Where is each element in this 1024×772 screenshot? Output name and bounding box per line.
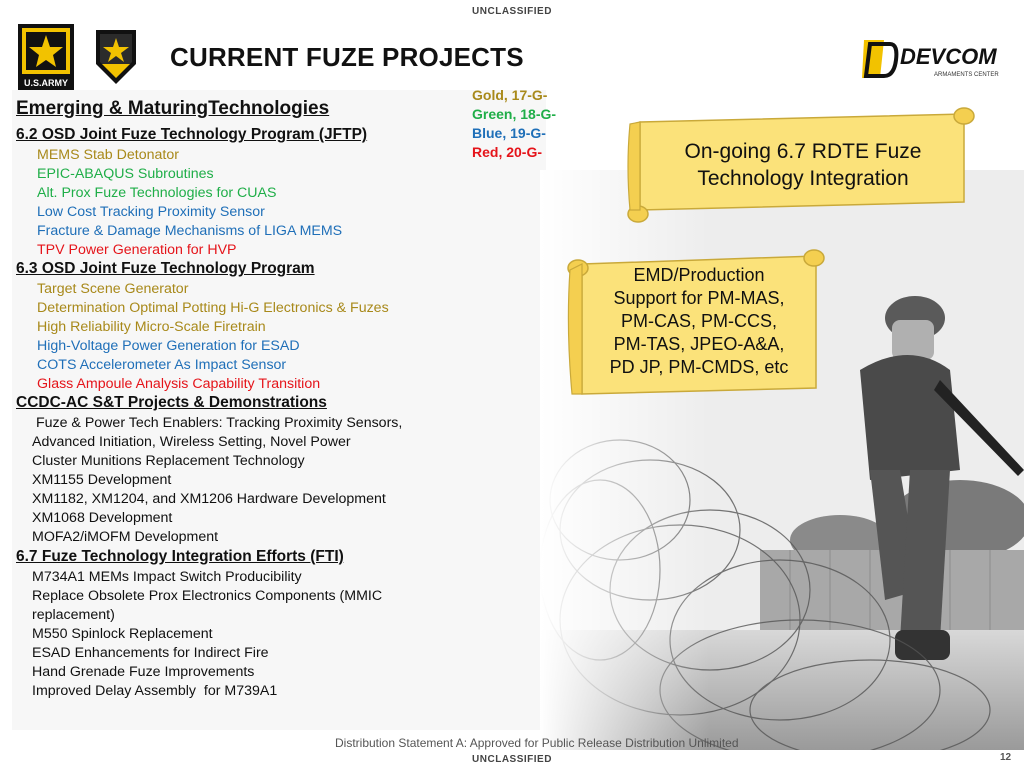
list-item: Low Cost Tracking Proximity Sensor — [37, 204, 265, 220]
legend-green: Green, 18-G- — [472, 106, 557, 122]
list-item: EPIC-ABAQUS Subroutines — [37, 166, 214, 182]
scroll-emd-line: EMD/Production — [633, 265, 765, 285]
scroll-banner-emd — [566, 248, 828, 400]
list-item: MEMS Stab Detonator — [37, 147, 179, 163]
page-number: 12 — [1000, 752, 1012, 763]
section-jftp-list — [37, 146, 342, 259]
list-item: Fuze & Power Tech Enablers: Tracking Proximity Sensors, — [32, 415, 403, 431]
section-fti-heading: 6.7 Fuze Technology Integration Efforts (FTI) — [16, 548, 344, 565]
legend-red: Red, 20-G- — [472, 144, 543, 160]
scroll-emd-line: PD JP, PM-CMDS, etc — [609, 357, 789, 377]
list-item: ESAD Enhancements for Indirect Fire — [32, 645, 269, 661]
us-army-logo — [18, 24, 74, 92]
list-item: M734A1 MEMs Impact Switch Producibility — [32, 569, 302, 585]
list-item: Alt. Prox Fuze Technologies for CUAS — [37, 185, 277, 201]
color-legend — [472, 86, 556, 162]
scroll-rdte-line1: On-going 6.7 RDTE Fuze — [684, 140, 922, 163]
scroll-emd-line: PM-CAS, PM-CCS, — [620, 311, 777, 331]
list-item: M550 Spinlock Replacement — [32, 626, 213, 642]
classification-top: UNCLASSIFIED — [472, 6, 552, 17]
scroll-emd-line: Support for PM-MAS, — [613, 288, 785, 308]
list-item: High-Voltage Power Generation for ESAD — [37, 338, 300, 354]
list-item: XM1182, XM1204, and XM1206 Hardware Development — [32, 491, 386, 507]
list-item: Target Scene Generator — [37, 281, 189, 297]
list-item: XM1155 Development — [32, 472, 172, 488]
distribution-statement: Distribution Statement A: Approved for Public Release Distribution Unlimited — [335, 736, 739, 750]
scroll-rdte-line2: Technology Integration — [697, 167, 909, 190]
list-item: Hand Grenade Fuze Improvements — [32, 664, 255, 680]
list-item: Advanced Initiation, Wireless Setting, Novel Power — [32, 434, 351, 450]
section-jftp63-heading: 6.3 OSD Joint Fuze Technology Program — [16, 260, 315, 277]
section-fti-list — [32, 568, 382, 700]
list-item: Fracture & Damage Mechanisms of LIGA MEMS — [37, 223, 343, 239]
list-item: Improved Delay Assembly for M739A1 — [32, 683, 278, 699]
list-item: COTS Accelerometer As Impact Sensor — [37, 357, 287, 373]
legend-blue: Blue, 19-G- — [472, 125, 546, 141]
devcom-logo — [862, 36, 1002, 82]
legend-gold: Gold, 17-G- — [472, 87, 548, 103]
list-item: High Reliability Micro-Scale Firetrain — [37, 319, 266, 335]
scroll-banner-rdte — [626, 106, 978, 226]
list-item: Cluster Munitions Replacement Technology — [32, 453, 305, 469]
list-item: Determination Optimal Potting Hi-G Electronics & Fuzes — [37, 300, 389, 316]
scroll-emd-line: PM-TAS, JPEO-A&A, — [613, 334, 785, 354]
devcom-wordmark: DEVCOM — [900, 44, 997, 69]
list-item: XM1068 Development — [32, 510, 173, 526]
list-item: Replace Obsolete Prox Electronics Components (MMIC — [32, 588, 383, 604]
page-title: CURRENT FUZE PROJECTS — [170, 42, 524, 72]
section-main-heading: Emerging & MaturingTechnologies — [16, 98, 330, 119]
section-ccdc-list — [32, 414, 402, 546]
futures-command-shield-logo — [94, 28, 138, 86]
list-item: Glass Ampoule Analysis Capability Transition — [37, 376, 321, 392]
devcom-subtitle: ARMAMENTS CENTER — [934, 72, 999, 78]
section-ccdc-heading: CCDC-AC S&T Projects & Demonstrations — [16, 394, 327, 411]
section-jftp-heading: 6.2 OSD Joint Fuze Technology Program (JFTP) — [16, 126, 368, 143]
list-item: TPV Power Generation for HVP — [37, 242, 237, 258]
classification-bottom: UNCLASSIFIED — [472, 754, 552, 765]
list-item: MOFA2/iMOFM Development — [32, 529, 219, 545]
section-jftp63-list — [37, 280, 389, 393]
army-logo-text: U.S.ARMY — [23, 78, 69, 88]
list-item: replacement) — [32, 607, 115, 623]
